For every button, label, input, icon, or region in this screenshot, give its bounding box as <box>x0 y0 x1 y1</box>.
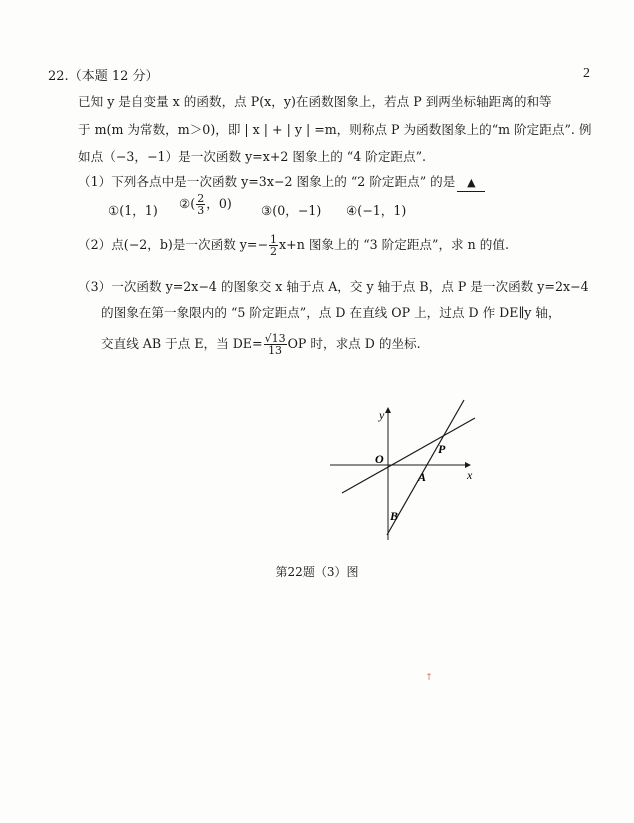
part3-line-3 <box>101 333 421 356</box>
question-score: （本题 12 分） <box>68 69 159 84</box>
origin-label: O <box>375 452 384 466</box>
part1-text <box>78 174 485 192</box>
point-b-label: B <box>390 509 399 523</box>
option-4: ④(−1，1) <box>346 203 407 218</box>
point-p-label: P <box>438 442 446 456</box>
part3-denominator: 13 <box>268 344 283 357</box>
page-number: 2 <box>583 66 590 81</box>
part2-numerator: 1 <box>270 233 278 246</box>
part3-line-2: 的图象在第一象限内的 “5 阶定距点”，点 D 在直线 OP 上，过点 D 作 DE∥y 轴， <box>101 305 561 320</box>
option-2-numerator: 2 <box>197 192 205 205</box>
part2-suffix: x+n 图象上的 “3 阶定距点”，求 n 的值. <box>279 237 509 252</box>
stray-mark: † <box>427 672 431 681</box>
line-ab <box>387 400 464 535</box>
question-number: 22. <box>48 69 69 84</box>
part1-label: （1）下列各点中是一次函数 y=3x−2 图象上的 “2 阶定距点” 的是 <box>78 174 456 189</box>
part2-denominator: 2 <box>270 245 278 258</box>
option-2-fraction <box>196 193 205 216</box>
intro-line-3: 如点（−3，−1）是一次函数 y=x+2 图象上的 “4 阶定距点”. <box>78 149 427 164</box>
option-3: ③(0，−1) <box>261 203 322 218</box>
part3-prefix: 交直线 AB 于点 E，当 DE= <box>101 336 263 351</box>
y-axis-label: y <box>379 408 385 422</box>
figure-caption: 第22题（3）图 <box>275 565 359 579</box>
intro-line-1: 已知 y 是自变量 x 的函数，点 P(x，y)在函数图象上，若点 P 到两坐标轴距离的和等 <box>78 94 552 109</box>
part3-line-1: （3）一次函数 y=2x−4 的图象交 x 轴于点 A，交 y 轴于点 B，点 P 是一次函数 y=2x−4 <box>78 279 589 294</box>
point-a-label: A <box>418 470 427 484</box>
part3-numerator: √13 <box>264 332 286 345</box>
question-header <box>48 65 159 84</box>
part2-prefix: （2）点(−2，b)是一次函数 y=− <box>78 237 269 252</box>
option-2-denominator: 3 <box>197 204 205 217</box>
part2-text <box>78 234 509 257</box>
x-axis-label: x <box>467 468 473 482</box>
answer-blank: ▲ <box>457 175 485 192</box>
option-2-suffix: ，0) <box>206 196 232 211</box>
part3-fraction <box>264 333 287 356</box>
part2-fraction <box>269 234 278 257</box>
line-op <box>342 418 475 493</box>
coordinate-figure <box>320 390 490 550</box>
option-1: ①(1，1) <box>108 203 158 218</box>
option-2-prefix: ②( <box>179 196 196 211</box>
intro-line-2: 于 m(m 为常数，m＞0)，即 | x | + | y | =m，则称点 P 为函数图象上的“m 阶定距点”. 例 <box>78 122 592 137</box>
part3-suffix: OP 时，求点 D 的坐标. <box>287 336 421 351</box>
option-2 <box>179 193 232 216</box>
